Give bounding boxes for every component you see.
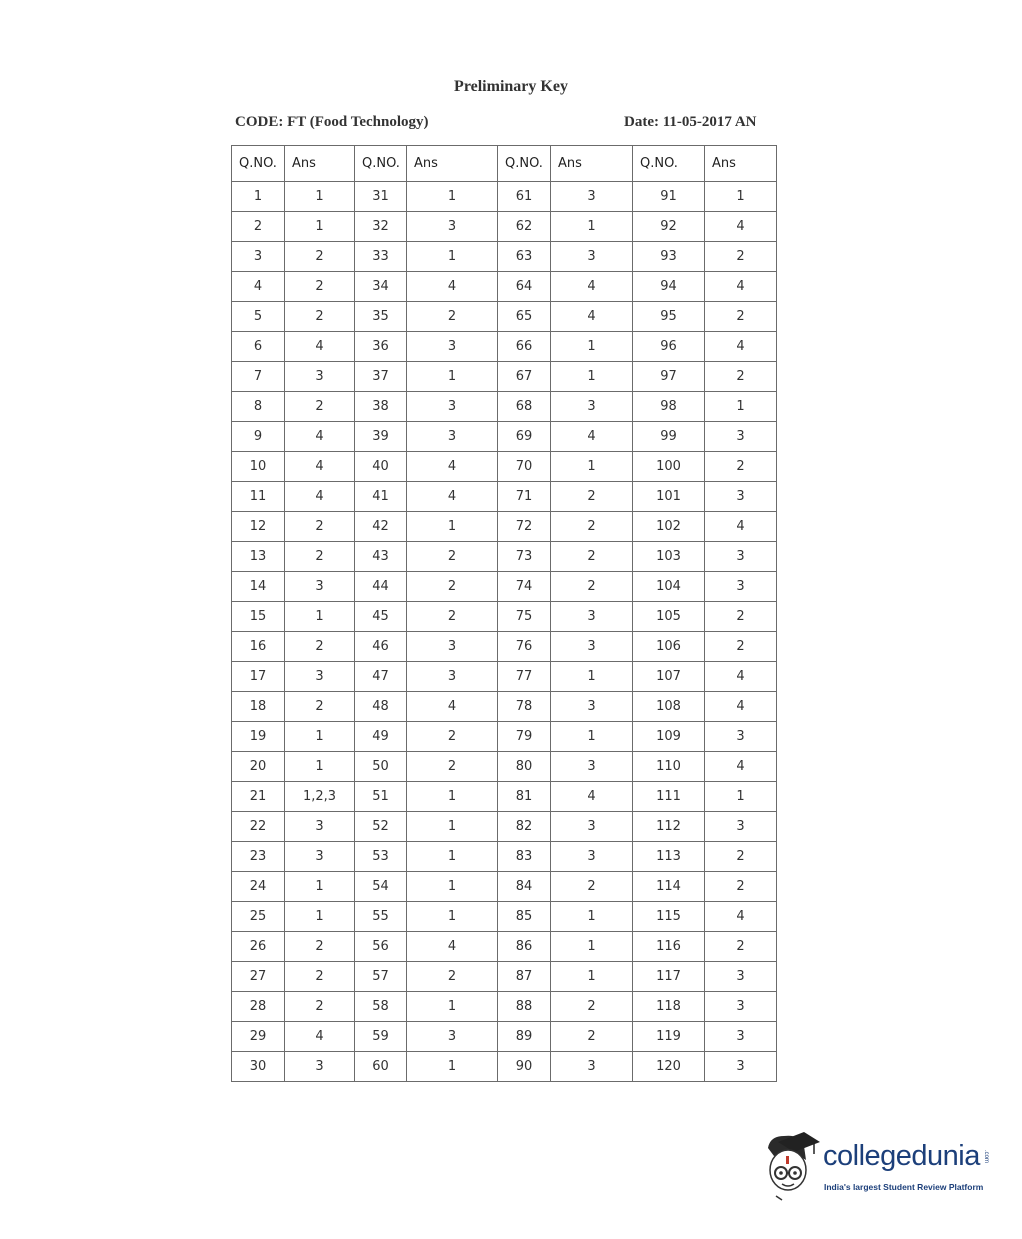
answer-key-table	[231, 145, 777, 1082]
answer-cell: 1	[551, 722, 633, 752]
question-number-cell: 22	[232, 812, 285, 842]
answer-cell: 3	[407, 392, 498, 422]
answer-cell: 1	[705, 392, 777, 422]
question-number-cell: 86	[498, 932, 551, 962]
answer-cell: 1	[551, 332, 633, 362]
question-number-cell: 43	[355, 542, 407, 572]
question-number-cell: 21	[232, 782, 285, 812]
question-number-cell: 30	[232, 1052, 285, 1082]
answer-cell: 2	[705, 602, 777, 632]
question-number-cell: 69	[498, 422, 551, 452]
answer-cell: 1	[407, 812, 498, 842]
answer-cell: 2	[705, 932, 777, 962]
table-row	[232, 572, 777, 602]
question-number-cell: 81	[498, 782, 551, 812]
question-number-cell: 23	[232, 842, 285, 872]
table-row	[232, 692, 777, 722]
question-number-cell: 8	[232, 392, 285, 422]
answer-cell: 3	[285, 1052, 355, 1082]
question-number-cell: 119	[633, 1022, 705, 1052]
answer-cell: 3	[551, 602, 633, 632]
question-number-cell: 4	[232, 272, 285, 302]
header-ans-2: Ans	[407, 146, 498, 182]
answer-cell: 4	[285, 332, 355, 362]
exam-code: CODE: FT (Food Technology)	[235, 114, 429, 130]
answer-cell: 2	[551, 992, 633, 1022]
header-qno-4: Q.NO.	[633, 146, 705, 182]
answer-cell: 4	[285, 452, 355, 482]
question-number-cell: 33	[355, 242, 407, 272]
question-number-cell: 109	[633, 722, 705, 752]
question-number-cell: 3	[232, 242, 285, 272]
table-row	[232, 512, 777, 542]
answer-cell: 1	[705, 182, 777, 212]
question-number-cell: 71	[498, 482, 551, 512]
header-qno-1: Q.NO.	[232, 146, 285, 182]
question-number-cell: 15	[232, 602, 285, 632]
answer-cell: 3	[705, 1052, 777, 1082]
table-row	[232, 1052, 777, 1082]
answer-cell: 3	[407, 632, 498, 662]
table-row	[232, 752, 777, 782]
answer-cell: 3	[705, 542, 777, 572]
question-number-cell: 83	[498, 842, 551, 872]
question-number-cell: 57	[355, 962, 407, 992]
answer-cell: 3	[551, 1052, 633, 1082]
question-number-cell: 16	[232, 632, 285, 662]
answer-cell: 4	[705, 902, 777, 932]
table-row	[232, 392, 777, 422]
header-ans-3: Ans	[551, 146, 633, 182]
answer-cell: 2	[705, 362, 777, 392]
table-row	[232, 842, 777, 872]
question-number-cell: 103	[633, 542, 705, 572]
answer-cell: 1	[407, 842, 498, 872]
table-row	[232, 782, 777, 812]
question-number-cell: 112	[633, 812, 705, 842]
question-number-cell: 63	[498, 242, 551, 272]
answer-cell: 1	[285, 602, 355, 632]
question-number-cell: 89	[498, 1022, 551, 1052]
answer-cell: 2	[285, 692, 355, 722]
answer-cell: 4	[705, 332, 777, 362]
brand-tagline: India's largest Student Review Platform	[824, 1182, 984, 1192]
answer-cell: 1	[705, 782, 777, 812]
question-number-cell: 92	[633, 212, 705, 242]
answer-cell: 2	[705, 302, 777, 332]
answer-cell: 2	[285, 512, 355, 542]
question-number-cell: 116	[633, 932, 705, 962]
question-number-cell: 44	[355, 572, 407, 602]
question-number-cell: 74	[498, 572, 551, 602]
question-number-cell: 31	[355, 182, 407, 212]
answer-cell: 1	[551, 452, 633, 482]
question-number-cell: 61	[498, 182, 551, 212]
question-number-cell: 118	[633, 992, 705, 1022]
answer-cell: 3	[705, 962, 777, 992]
header-ans-4: Ans	[705, 146, 777, 182]
question-number-cell: 98	[633, 392, 705, 422]
question-number-cell: 49	[355, 722, 407, 752]
answer-cell: 1	[285, 752, 355, 782]
answer-cell: 2	[551, 872, 633, 902]
question-number-cell: 5	[232, 302, 285, 332]
answer-cell: 4	[407, 692, 498, 722]
question-number-cell: 70	[498, 452, 551, 482]
question-number-cell: 72	[498, 512, 551, 542]
question-number-cell: 10	[232, 452, 285, 482]
table-header-row	[232, 146, 777, 182]
answer-cell: 2	[705, 842, 777, 872]
question-number-cell: 48	[355, 692, 407, 722]
answer-cell: 3	[705, 992, 777, 1022]
answer-cell: 4	[407, 452, 498, 482]
answer-cell: 2	[407, 962, 498, 992]
answer-cell: 1	[551, 662, 633, 692]
question-number-cell: 111	[633, 782, 705, 812]
answer-cell: 3	[285, 362, 355, 392]
table-row	[232, 182, 777, 212]
answer-cell: 2	[285, 932, 355, 962]
question-number-cell: 79	[498, 722, 551, 752]
answer-cell: 2	[285, 272, 355, 302]
question-number-cell: 26	[232, 932, 285, 962]
question-number-cell: 42	[355, 512, 407, 542]
answer-cell: 3	[551, 392, 633, 422]
answer-cell: 3	[285, 662, 355, 692]
answer-cell: 1	[285, 872, 355, 902]
answer-cell: 4	[551, 782, 633, 812]
question-number-cell: 41	[355, 482, 407, 512]
answer-cell: 1	[285, 902, 355, 932]
answer-cell: 3	[705, 1022, 777, 1052]
answer-cell: 4	[551, 272, 633, 302]
question-number-cell: 75	[498, 602, 551, 632]
answer-cell: 1	[551, 902, 633, 932]
question-number-cell: 37	[355, 362, 407, 392]
answer-cell: 3	[551, 812, 633, 842]
table-row	[232, 302, 777, 332]
answer-cell: 1	[285, 722, 355, 752]
question-number-cell: 12	[232, 512, 285, 542]
table-row	[232, 1022, 777, 1052]
answer-cell: 1	[407, 902, 498, 932]
answer-cell: 3	[407, 1022, 498, 1052]
question-number-cell: 25	[232, 902, 285, 932]
question-number-cell: 53	[355, 842, 407, 872]
header-ans-1: Ans	[285, 146, 355, 182]
answer-cell: 4	[705, 212, 777, 242]
answer-cell: 4	[705, 692, 777, 722]
question-number-cell: 39	[355, 422, 407, 452]
answer-cell: 3	[705, 722, 777, 752]
answer-cell: 4	[285, 1022, 355, 1052]
header-qno-2: Q.NO.	[355, 146, 407, 182]
table-row	[232, 212, 777, 242]
table-row	[232, 272, 777, 302]
question-number-cell: 7	[232, 362, 285, 392]
document-title: Preliminary Key	[454, 78, 568, 95]
answer-cell: 2	[285, 632, 355, 662]
answer-cell: 1	[551, 932, 633, 962]
answer-cell: 4	[407, 272, 498, 302]
answer-cell: 1	[407, 182, 498, 212]
answer-cell: 3	[407, 332, 498, 362]
answer-cell: 2	[285, 302, 355, 332]
question-number-cell: 6	[232, 332, 285, 362]
table-body	[232, 182, 777, 1082]
mascot-icon	[762, 1130, 822, 1202]
table-row	[232, 542, 777, 572]
answer-cell: 1	[407, 992, 498, 1022]
question-number-cell: 94	[633, 272, 705, 302]
question-number-cell: 99	[633, 422, 705, 452]
answer-cell: 2	[705, 872, 777, 902]
question-number-cell: 60	[355, 1052, 407, 1082]
question-number-cell: 50	[355, 752, 407, 782]
question-number-cell: 14	[232, 572, 285, 602]
question-number-cell: 80	[498, 752, 551, 782]
answer-cell: 2	[551, 572, 633, 602]
answer-cell: 1	[407, 872, 498, 902]
answer-cell: 2	[551, 1022, 633, 1052]
table-row	[232, 422, 777, 452]
answer-cell: 1	[551, 362, 633, 392]
answer-cell: 2	[551, 512, 633, 542]
answer-cell: 1	[407, 242, 498, 272]
question-number-cell: 40	[355, 452, 407, 482]
header-qno-3: Q.NO.	[498, 146, 551, 182]
answer-cell: 3	[551, 842, 633, 872]
question-number-cell: 91	[633, 182, 705, 212]
question-number-cell: 95	[633, 302, 705, 332]
answer-cell: 1	[407, 782, 498, 812]
answer-cell: 2	[285, 542, 355, 572]
answer-cell: 1	[407, 362, 498, 392]
table-row	[232, 242, 777, 272]
answer-cell: 1,2,3	[285, 782, 355, 812]
answer-cell: 3	[551, 182, 633, 212]
table-row	[232, 332, 777, 362]
question-number-cell: 2	[232, 212, 285, 242]
question-number-cell: 102	[633, 512, 705, 542]
question-number-cell: 73	[498, 542, 551, 572]
question-number-cell: 17	[232, 662, 285, 692]
question-number-cell: 90	[498, 1052, 551, 1082]
table-row	[232, 962, 777, 992]
table-row	[232, 902, 777, 932]
answer-cell: 1	[407, 512, 498, 542]
question-number-cell: 110	[633, 752, 705, 782]
answer-cell: 3	[705, 812, 777, 842]
question-number-cell: 32	[355, 212, 407, 242]
question-number-cell: 85	[498, 902, 551, 932]
table-row	[232, 662, 777, 692]
answer-cell: 3	[705, 572, 777, 602]
question-number-cell: 115	[633, 902, 705, 932]
answer-cell: 2	[551, 542, 633, 572]
question-number-cell: 59	[355, 1022, 407, 1052]
question-number-cell: 93	[633, 242, 705, 272]
answer-cell: 4	[705, 512, 777, 542]
question-number-cell: 77	[498, 662, 551, 692]
question-number-cell: 100	[633, 452, 705, 482]
question-number-cell: 36	[355, 332, 407, 362]
answer-cell: 3	[551, 692, 633, 722]
question-number-cell: 1	[232, 182, 285, 212]
table-row	[232, 452, 777, 482]
answer-cell: 1	[551, 962, 633, 992]
answer-cell: 1	[285, 182, 355, 212]
question-number-cell: 64	[498, 272, 551, 302]
answer-cell: 2	[705, 632, 777, 662]
table-row	[232, 872, 777, 902]
answer-cell: 3	[705, 482, 777, 512]
answer-cell: 3	[551, 752, 633, 782]
answer-cell: 2	[407, 572, 498, 602]
question-number-cell: 78	[498, 692, 551, 722]
question-number-cell: 58	[355, 992, 407, 1022]
question-number-cell: 38	[355, 392, 407, 422]
answer-cell: 2	[407, 542, 498, 572]
question-number-cell: 51	[355, 782, 407, 812]
table-row	[232, 722, 777, 752]
question-number-cell: 55	[355, 902, 407, 932]
answer-cell: 4	[705, 662, 777, 692]
question-number-cell: 106	[633, 632, 705, 662]
answer-cell: 3	[407, 212, 498, 242]
question-number-cell: 35	[355, 302, 407, 332]
question-number-cell: 47	[355, 662, 407, 692]
answer-cell: 3	[551, 632, 633, 662]
table-row	[232, 602, 777, 632]
question-number-cell: 68	[498, 392, 551, 422]
answer-cell: 2	[285, 242, 355, 272]
question-number-cell: 120	[633, 1052, 705, 1082]
question-number-cell: 88	[498, 992, 551, 1022]
question-number-cell: 24	[232, 872, 285, 902]
answer-cell: 3	[285, 572, 355, 602]
answer-cell: 4	[551, 422, 633, 452]
answer-cell: 3	[407, 422, 498, 452]
question-number-cell: 76	[498, 632, 551, 662]
answer-cell: 2	[285, 392, 355, 422]
answer-cell: 2	[705, 242, 777, 272]
question-number-cell: 62	[498, 212, 551, 242]
answer-cell: 4	[407, 482, 498, 512]
table-row	[232, 932, 777, 962]
answer-cell: 4	[551, 302, 633, 332]
answer-cell: 4	[705, 272, 777, 302]
answer-cell: 2	[705, 452, 777, 482]
question-number-cell: 27	[232, 962, 285, 992]
question-number-cell: 87	[498, 962, 551, 992]
question-number-cell: 13	[232, 542, 285, 572]
answer-cell: 4	[285, 422, 355, 452]
answer-cell: 3	[407, 662, 498, 692]
answer-cell: 4	[285, 482, 355, 512]
question-number-cell: 56	[355, 932, 407, 962]
answer-cell: 2	[407, 722, 498, 752]
answer-cell: 1	[285, 212, 355, 242]
brand-domain: .com	[983, 1150, 989, 1164]
answer-cell: 3	[551, 242, 633, 272]
question-number-cell: 101	[633, 482, 705, 512]
question-number-cell: 52	[355, 812, 407, 842]
answer-cell: 2	[407, 752, 498, 782]
question-number-cell: 107	[633, 662, 705, 692]
question-number-cell: 104	[633, 572, 705, 602]
exam-date: Date: 11-05-2017 AN	[624, 114, 757, 130]
question-number-cell: 105	[633, 602, 705, 632]
brand-name: collegedunia	[823, 1140, 980, 1172]
question-number-cell: 28	[232, 992, 285, 1022]
question-number-cell: 9	[232, 422, 285, 452]
table-row	[232, 992, 777, 1022]
collegedunia-logo	[762, 1130, 992, 1202]
question-number-cell: 29	[232, 1022, 285, 1052]
answer-cell: 2	[407, 602, 498, 632]
question-number-cell: 97	[633, 362, 705, 392]
answer-cell: 2	[285, 992, 355, 1022]
question-number-cell: 96	[633, 332, 705, 362]
question-number-cell: 84	[498, 872, 551, 902]
question-number-cell: 113	[633, 842, 705, 872]
question-number-cell: 108	[633, 692, 705, 722]
answer-cell: 1	[407, 1052, 498, 1082]
table-row	[232, 632, 777, 662]
question-number-cell: 18	[232, 692, 285, 722]
question-number-cell: 82	[498, 812, 551, 842]
answer-cell: 4	[705, 752, 777, 782]
question-number-cell: 11	[232, 482, 285, 512]
answer-cell: 3	[285, 842, 355, 872]
question-number-cell: 45	[355, 602, 407, 632]
question-number-cell: 65	[498, 302, 551, 332]
answer-cell: 1	[551, 212, 633, 242]
question-number-cell: 66	[498, 332, 551, 362]
table-row	[232, 482, 777, 512]
question-number-cell: 117	[633, 962, 705, 992]
table-row	[232, 362, 777, 392]
question-number-cell: 34	[355, 272, 407, 302]
answer-cell: 2	[551, 482, 633, 512]
answer-cell: 2	[285, 962, 355, 992]
answer-cell: 2	[407, 302, 498, 332]
answer-cell: 4	[407, 932, 498, 962]
question-number-cell: 19	[232, 722, 285, 752]
question-number-cell: 54	[355, 872, 407, 902]
answer-cell: 3	[285, 812, 355, 842]
question-number-cell: 67	[498, 362, 551, 392]
question-number-cell: 114	[633, 872, 705, 902]
question-number-cell: 46	[355, 632, 407, 662]
question-number-cell: 20	[232, 752, 285, 782]
table-row	[232, 812, 777, 842]
answer-cell: 3	[705, 422, 777, 452]
